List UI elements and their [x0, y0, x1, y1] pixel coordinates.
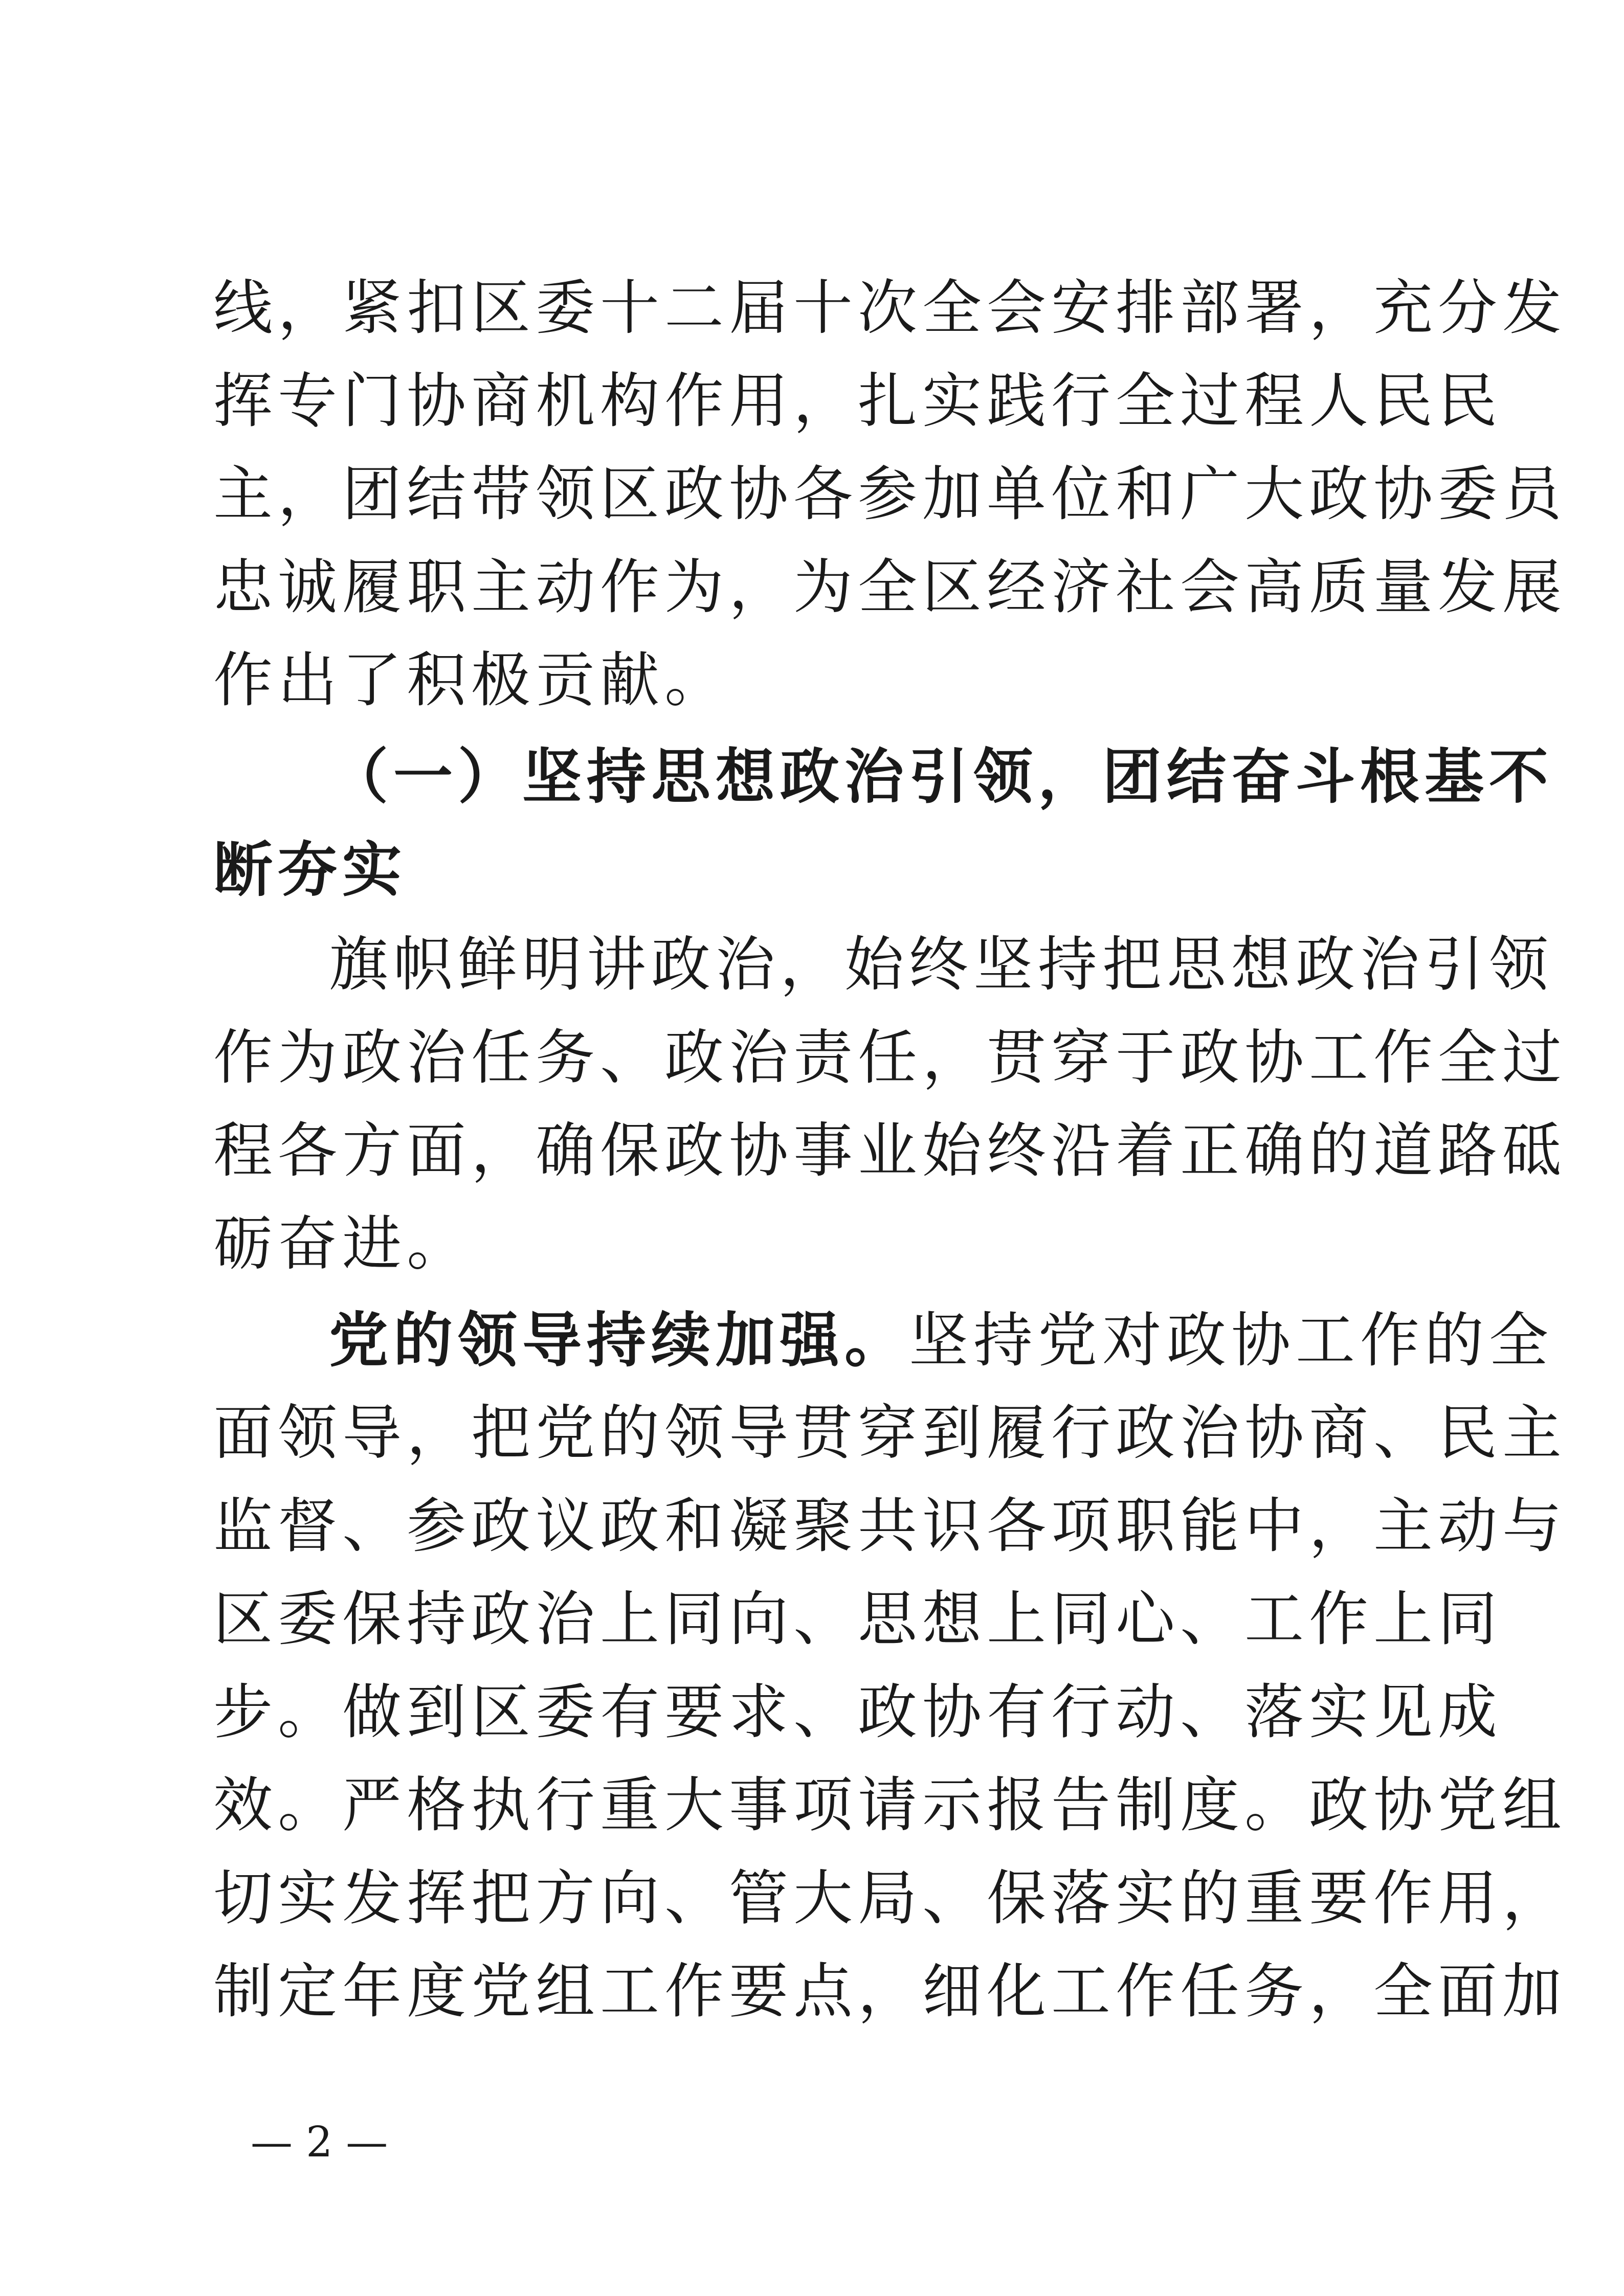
- body-text-line: 挥专门协商机构作用，扎实践行全过程人民民: [213, 367, 1502, 436]
- bold-lead-phrase: 党的领导持续加强。: [329, 1305, 909, 1375]
- paragraph-line: 制定年度党组工作要点，细化工作任务，全面加: [213, 1957, 1567, 2026]
- section-heading-continued: 断夯实: [213, 835, 407, 905]
- section-heading: （一）坚持思想政治引领，团结奋斗根基不: [329, 742, 1553, 812]
- body-text-line: 忠诚履职主动作为，为全区经济社会高质量发展: [213, 553, 1567, 622]
- page-number: — 2 —: [251, 2118, 388, 2167]
- paragraph-line: 面领导，把党的领导贯穿到履行政治协商、民主: [213, 1399, 1567, 1468]
- paragraph-line: 旗帜鲜明讲政治，始终坚持把思想政治引领: [329, 930, 1553, 999]
- paragraph-line: 砺奋进。: [213, 1209, 471, 1278]
- paragraph-line: 监督、参政议政和凝聚共识各项职能中，主动与: [213, 1492, 1567, 1561]
- body-text-line: 作出了积极贡献。: [213, 646, 729, 715]
- paragraph-line: 切实发挥把方向、管大局、保落实的重要作用，: [213, 1864, 1567, 1933]
- paragraph-line: 效。严格执行重大事项请示报告制度。政协党组: [213, 1771, 1567, 1840]
- paragraph-line: 作为政治任务、政治责任，贯穿于政协工作全过: [213, 1023, 1567, 1092]
- body-text-line: 线，紧扣区委十二届十次全会安排部署，充分发: [213, 274, 1567, 343]
- paragraph-line: 区委保持政治上同向、思想上同心、工作上同: [213, 1585, 1502, 1654]
- paragraph-first-line: [329, 1293, 1553, 1388]
- paragraph-text: 坚持党对政协工作的全: [909, 1306, 1553, 1375]
- paragraph-line: 步。做到区委有要求、政协有行动、落实见成: [213, 1678, 1502, 1747]
- paragraph-line: 程各方面，确保政协事业始终沿着正确的道路砥: [213, 1116, 1567, 1185]
- body-text-line: 主，团结带领区政协各参加单位和广大政协委员: [213, 460, 1567, 529]
